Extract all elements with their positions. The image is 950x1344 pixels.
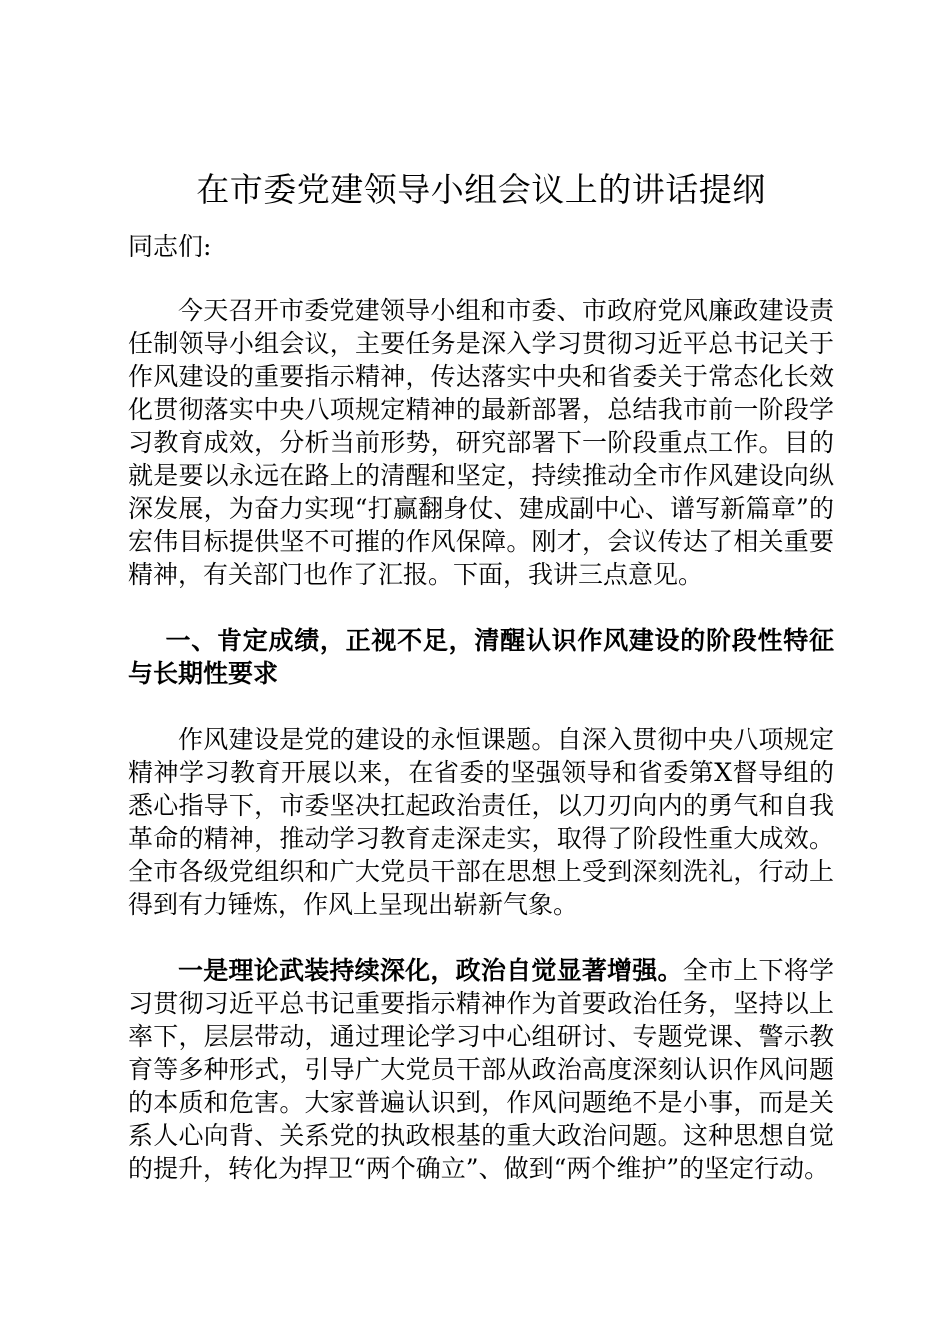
section-1-heading: 一、肯定成绩，正视不足，清醒认识作风建设的阶段性特征与长期性要求 bbox=[128, 626, 834, 688]
section-1-paragraph-2 bbox=[128, 954, 834, 1185]
intro-paragraph: 今天召开市委党建领导小组和市委、市政府党风廉政建设责任制领导小组会议，主要任务是深入学习贯彻习近平总书记关于作风建设的重要指示精神，传达落实中央和省委关于常态化长效化贯彻落实中央八项规定精神的最新部署，总结我市前一阶段学习教育成效，分析当前形势，研究部署下一阶段重点工作。目的就是要以永远在路上的清醒和坚定，持续推动全市作风建设向纵深发展，为奋力实现“打赢翻身仗、建成副中心、谱写新篇章”的宏伟目标提供坚不可摧的作风保障。刚才，会议传达了相关重要精神，有关部门也作了汇报。下面，我讲三点意见。 bbox=[128, 296, 834, 589]
salutation: 同志们: bbox=[128, 232, 212, 261]
paragraph-lead-sentence: 一是理论武装持续深化，政治自觉显著增强。 bbox=[178, 956, 683, 985]
section-1-paragraph-1: 作风建设是党的建设的永恒课题。自深入贯彻中央八项规定精神学习教育开展以来，在省委的坚强领导和省委第X督导组的悉心指导下，市委坚决扛起政治责任，以刀刃向内的勇气和自我革命的精神，推动学习教育走深走实，取得了阶段性重大成效。全市各级党组织和广大党员干部在思想上受到深刻洗礼，行动上得到有力锤炼，作风上呈现出崭新气象。 bbox=[128, 725, 834, 919]
paragraph-body-text: 全市上下将学习贯彻习近平总书记重要指示精神作为首要政治任务，坚持以上率下，层层带动，通过理论学习中心组研讨、专题党课、警示教育等多种形式，引导广大党员干部从政治高度深刻认识作风问题的本质和危害。大家普遍认识到，作风问题绝不是小事，而是关系人心向背、关系党的执政根基的重大政治问题。这种思想自觉的提升，转化为捍卫“两个确立”、做到“两个维护”的坚定行动。 bbox=[128, 956, 834, 1183]
document-title: 在市委党建领导小组会议上的讲话提纲 bbox=[196, 170, 766, 209]
document-page bbox=[128, 168, 834, 1185]
